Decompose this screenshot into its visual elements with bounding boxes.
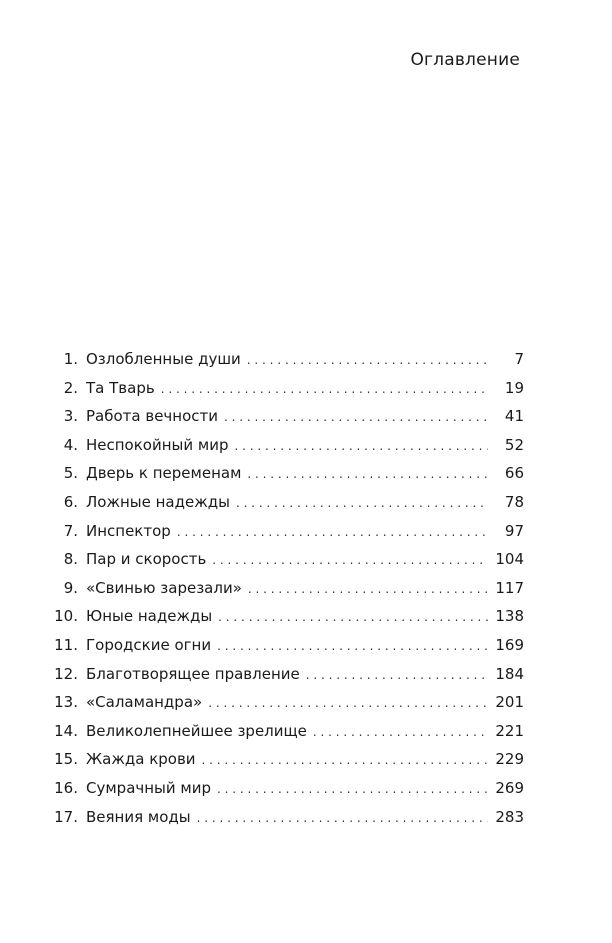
toc-entry-number: 8.: [63, 550, 78, 569]
toc-entry-number: 11.: [54, 635, 78, 654]
toc-leader-dots: [248, 575, 488, 604]
toc-leader-dots: [218, 603, 488, 632]
toc-leader-dots: [208, 689, 488, 718]
toc-entry-title: Неспокойный мир: [86, 435, 229, 454]
toc-entry-page: 41: [504, 407, 524, 426]
toc-entry-title: Та Тварь: [86, 378, 155, 397]
toc-entry-number: 7.: [63, 521, 78, 540]
table-of-contents: [46, 345, 524, 831]
toc-entry-number: 17.: [54, 807, 78, 826]
toc-entry: [46, 803, 524, 832]
toc-entry-page: 19: [504, 378, 524, 397]
toc-leader-dots: [217, 775, 488, 804]
toc-entry-number: 12.: [54, 664, 78, 683]
toc-entry-page: 229: [495, 750, 524, 769]
toc-entry-number: 6.: [63, 492, 78, 511]
toc-entry: [46, 545, 524, 574]
toc-entry-title: Дверь к переменам: [86, 464, 242, 483]
toc-entry-number: 5.: [63, 464, 78, 483]
toc-entry: [46, 688, 524, 717]
toc-entry: [46, 602, 524, 631]
toc-entry-page: 184: [495, 664, 524, 683]
toc-entry-page: 138: [495, 607, 524, 626]
toc-entry-page: 97: [504, 521, 524, 540]
toc-entry-title: Благотворящее правление: [86, 664, 300, 683]
toc-entry-number: 10.: [54, 607, 78, 626]
toc-entry: [46, 374, 524, 403]
toc-entry: [46, 774, 524, 803]
toc-entry: [46, 717, 524, 746]
toc-entry: [46, 402, 524, 431]
toc-entry-page: 117: [495, 578, 524, 597]
toc-entry-number: 2.: [63, 378, 78, 397]
toc-entry-page: 269: [495, 778, 524, 797]
toc-entry-number: 14.: [54, 721, 78, 740]
toc-entry-number: 4.: [63, 435, 78, 454]
toc-entry-number: 9.: [63, 578, 78, 597]
toc-entry-page: 52: [504, 435, 524, 454]
toc-entry: [46, 574, 524, 603]
toc-entry-number: 3.: [63, 407, 78, 426]
toc-leader-dots: [313, 718, 488, 747]
toc-leader-dots: [247, 460, 488, 489]
toc-entry-number: 16.: [54, 778, 78, 797]
toc-leader-dots: [236, 489, 488, 518]
toc-entry-title: Пар и скорость: [86, 550, 207, 569]
toc-entry: [46, 488, 524, 517]
toc-leader-dots: [217, 632, 488, 661]
toc-entry-title: Озлобленные души: [86, 350, 241, 368]
toc-entry-page: 169: [495, 635, 524, 654]
toc-entry-page: 78: [504, 492, 524, 511]
toc-entry-title: «Свинью зарезали»: [86, 578, 242, 597]
toc-entry: [46, 745, 524, 774]
toc-leader-dots: [161, 375, 488, 404]
toc-leader-dots: [224, 403, 488, 432]
page-title: Оглавление: [410, 50, 520, 70]
toc-entry-page: 201: [495, 693, 524, 712]
toc-entry-title: Инспектор: [86, 521, 171, 540]
toc-entry-title: Сумрачный мир: [86, 778, 211, 797]
toc-entry-title: Городские огни: [86, 635, 212, 654]
toc-entry-title: Юные надежды: [86, 607, 213, 626]
toc-entry-number: 1.: [63, 350, 78, 368]
toc-entry: [46, 660, 524, 689]
toc-leader-dots: [197, 804, 488, 833]
toc-entry-number: 13.: [54, 693, 78, 712]
toc-leader-dots: [247, 346, 488, 375]
toc-entry: [46, 431, 524, 460]
toc-entry-page: 283: [495, 807, 524, 826]
toc-entry-title: Работа вечности: [86, 407, 219, 426]
toc-leader-dots: [306, 661, 488, 690]
toc-entry: [46, 631, 524, 660]
toc-entry-title: Веяния моды: [86, 807, 191, 826]
toc-leader-dots: [234, 432, 488, 461]
toc-entry-page: 221: [495, 721, 524, 740]
toc-entry-title: Ложные надежды: [86, 492, 230, 511]
toc-entry-title: Жажда крови: [86, 750, 196, 769]
toc-leader-dots: [212, 546, 488, 575]
toc-entry-page: 7: [514, 350, 524, 368]
toc-entry-number: 15.: [54, 750, 78, 769]
toc-entry-title: «Саламандра»: [86, 693, 203, 712]
toc-entry-title: Великолепнейшее зрелище: [86, 721, 307, 740]
toc-entry: [46, 459, 524, 488]
toc-entry-page: 104: [495, 550, 524, 569]
toc-leader-dots: [177, 518, 488, 547]
toc-leader-dots: [202, 746, 488, 775]
toc-entry: [46, 345, 524, 374]
toc-entry: [46, 517, 524, 546]
toc-entry-page: 66: [504, 464, 524, 483]
